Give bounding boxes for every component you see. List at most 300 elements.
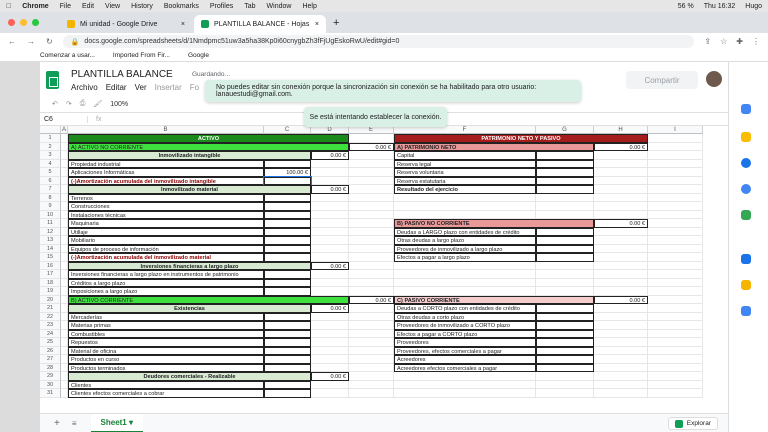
grid-cell[interactable] [648,228,703,237]
grid-cell[interactable] [594,160,648,169]
grid-cell[interactable] [61,160,68,169]
grid-cell[interactable] [594,236,648,245]
grid-cell[interactable] [648,287,703,296]
value-cell[interactable] [264,253,311,262]
row-header[interactable]: 9 [40,202,61,211]
grid-cell[interactable] [648,296,703,305]
row-header[interactable]: 17 [40,270,61,279]
tab-drive[interactable] [60,15,192,33]
grid-cell[interactable] [349,313,394,322]
value-cell[interactable] [264,211,311,220]
row-header[interactable]: 20 [40,296,61,305]
row-header[interactable]: 28 [40,364,61,373]
grid-cell[interactable] [394,194,536,203]
value-cell[interactable] [536,347,594,356]
pasivo-corriente-total[interactable]: 0.00 € [594,296,648,305]
grid-cell[interactable] [594,287,648,296]
grid-cell[interactable] [349,364,394,373]
bookmark-item[interactable]: Comenzar a usar... [40,52,95,59]
pasivo-c-item[interactable]: Otras deudas a corto plazo [394,313,536,322]
grid-cell[interactable] [594,253,648,262]
grid-cell[interactable] [648,168,703,177]
row-header[interactable]: 4 [40,160,61,169]
grid-cell[interactable] [61,364,68,373]
grid-cell[interactable] [594,262,648,271]
grid-cell[interactable] [311,211,349,220]
pasivo-no-corriente-total[interactable]: 0.00 € [594,219,648,228]
grid-cell[interactable] [349,321,394,330]
grid-cell[interactable] [394,270,536,279]
pasivo-nc-item[interactable]: Proveedores de inmovilizado a largo plazo [394,245,536,254]
grid-cell[interactable] [61,253,68,262]
grid-cell[interactable] [536,287,594,296]
grid-cell[interactable] [394,262,536,271]
grid-cell[interactable] [648,143,703,152]
grid-cell[interactable] [394,381,536,390]
grid-cell[interactable] [311,287,349,296]
grid-cell[interactable] [61,347,68,356]
grid-cell[interactable] [349,304,394,313]
grid-cell[interactable] [61,236,68,245]
grid-cell[interactable] [61,338,68,347]
grid-cell[interactable] [61,355,68,364]
grid-cell[interactable] [61,177,68,186]
deudores-item[interactable]: Clientes [68,381,264,390]
pasivo-c-item[interactable]: Proveedores [394,338,536,347]
patrimonio-neto-total[interactable]: 0.00 € [594,143,648,152]
row-header[interactable]: 1 [40,134,61,143]
grid-cell[interactable] [61,270,68,279]
battery-status[interactable]: 56 % [677,2,694,10]
grid-cell[interactable] [648,321,703,330]
existencias-total[interactable]: 0.00 € [311,304,349,313]
material-header[interactable]: Inmovilizado material [68,185,311,194]
grid-cell[interactable] [594,355,648,364]
pasivo-c-item[interactable]: Efectos a pagar a CORTO plazo [394,330,536,339]
grid-cell[interactable] [394,372,536,381]
existencias-item[interactable]: Material de oficina [68,347,264,356]
grid-cell[interactable] [594,177,648,186]
grid-cell[interactable] [311,202,349,211]
grid-cell[interactable] [536,381,594,390]
grid-cell[interactable] [349,177,394,186]
grid-cell[interactable] [349,338,394,347]
row-header[interactable]: 6 [40,177,61,186]
close-tab-icon[interactable]: × [314,20,319,28]
grid-cell[interactable] [311,236,349,245]
menu-help[interactable]: Help [297,2,312,10]
grid-cell[interactable] [594,279,648,288]
activo-corriente-label[interactable]: B) ACTIVO CORRIENTE [68,296,349,305]
material-item[interactable]: Mobiliario [68,236,264,245]
row-header[interactable]: 14 [40,245,61,254]
material-total[interactable]: 0.00 € [311,185,349,194]
grid-cell[interactable] [594,228,648,237]
row-header[interactable]: 27 [40,355,61,364]
intangible-item[interactable]: Aplicaciones Informáticas [68,168,264,177]
value-cell[interactable] [536,253,594,262]
grid-cell[interactable] [594,202,648,211]
pasivo-nc-item[interactable]: Otras deudas a largo plazo [394,236,536,245]
grid-cell[interactable] [648,372,703,381]
row-header[interactable]: 7 [40,185,61,194]
column-header[interactable]: F [394,126,536,134]
grid-cell[interactable] [594,364,648,373]
value-cell[interactable] [536,321,594,330]
back-icon[interactable]: ← [8,37,16,46]
grid-cell[interactable] [61,313,68,322]
grid-cell[interactable] [61,296,68,305]
grid-cell[interactable] [349,160,394,169]
value-cell[interactable] [264,321,311,330]
value-cell[interactable] [536,160,594,169]
grid-cell[interactable] [349,287,394,296]
grid-cell[interactable] [311,330,349,339]
name-box[interactable]: C6 [40,116,88,123]
grid-cell[interactable] [61,389,68,398]
activo-no-corriente-label[interactable]: A) ACTIVO NO CORRIENTE [68,143,349,152]
close-window-button[interactable] [8,19,15,26]
row-header[interactable]: 3 [40,151,61,160]
grid-cell[interactable] [311,347,349,356]
menu-profiles[interactable]: Profiles [204,2,228,10]
grid-cell[interactable] [648,347,703,356]
grid-cell[interactable] [349,219,394,228]
grid-cell[interactable] [311,355,349,364]
grid-cell[interactable] [648,134,703,143]
value-cell[interactable] [264,270,311,279]
grid-cell[interactable] [536,389,594,398]
pasivo-header[interactable]: PATRIMONIO NETO Y PASIVO [394,134,648,143]
row-header[interactable]: 25 [40,338,61,347]
zoom-window-button[interactable] [32,19,39,26]
grid-cell[interactable] [349,228,394,237]
row-header[interactable]: 19 [40,287,61,296]
row-header[interactable]: 26 [40,347,61,356]
app-name[interactable]: Chrome [17,2,44,10]
pasivo-c-item[interactable]: Proveedores, efectos comerciales a pagar [394,347,536,356]
value-cell[interactable] [536,245,594,254]
grid-cell[interactable] [648,262,703,271]
minimize-window-button[interactable] [20,19,27,26]
grid-cell[interactable] [349,236,394,245]
grid-cell[interactable] [536,262,594,271]
patrimonio-item[interactable]: Reserva voluntaria [394,168,536,177]
clock[interactable]: Thu 16:32 [703,2,736,10]
grid-cell[interactable] [648,211,703,220]
grid-cell[interactable] [594,330,648,339]
financial-header[interactable]: Inversiones financieras a largo plazo [68,262,311,271]
grid-cell[interactable] [61,168,68,177]
pasivo-c-item[interactable]: Proveedores de inmovilizado a CORTO plazo [394,321,536,330]
grid-cell[interactable] [648,253,703,262]
patrimonio-item[interactable]: Capital [394,151,536,160]
all-sheets-icon[interactable]: ≡ [71,418,77,428]
grid-cell[interactable] [349,279,394,288]
material-item[interactable]: Terrenos [68,194,264,203]
grid-cell[interactable] [648,381,703,390]
value-cell[interactable] [264,338,311,347]
activo-header[interactable]: ACTIVO [68,134,349,143]
grid-cell[interactable] [648,245,703,254]
zoom-select[interactable]: 100% [110,100,129,108]
grid-cell[interactable] [648,236,703,245]
grid-cell[interactable] [349,347,394,356]
spreadsheet-grid[interactable] [40,126,728,413]
maps-icon[interactable] [741,210,751,220]
grid-cell[interactable] [311,160,349,169]
menu-bookmarks[interactable]: Bookmarks [158,2,194,10]
value-cell[interactable] [264,313,311,322]
grid-cell[interactable] [648,355,703,364]
grid-cell[interactable] [311,245,349,254]
bookmark-item[interactable]: Imported From Fir... [112,52,170,59]
column-header[interactable]: I [648,126,703,134]
grid-cell[interactable] [311,194,349,203]
existencias-item[interactable]: Materias primas [68,321,264,330]
grid-cell[interactable] [536,202,594,211]
tab-sheets[interactable] [194,15,326,33]
grid-cell[interactable] [61,287,68,296]
grid-cell[interactable] [311,338,349,347]
grid-cell[interactable] [61,219,68,228]
material-item[interactable]: Utillaje [68,228,264,237]
menu-view[interactable]: View [99,2,115,10]
menu-tab[interactable]: Tab [238,2,251,10]
explore-button[interactable] [668,417,718,430]
grid-cell[interactable] [61,381,68,390]
row-header[interactable]: 5 [40,168,61,177]
grid-cell[interactable] [349,168,394,177]
grid-cell[interactable] [61,211,68,220]
doc-title[interactable]: PLANTILLA BALANCE [71,69,173,80]
material-item[interactable]: Construcciones [68,202,264,211]
grid-cell[interactable] [648,177,703,186]
user-name[interactable]: Hugo [745,2,762,10]
menu-ver[interactable]: Ver [134,83,147,92]
grid-cell[interactable] [311,321,349,330]
grid-cell[interactable] [648,202,703,211]
sheet-tab[interactable]: Sheet1 ▾ [91,414,143,432]
grid-cell[interactable] [536,270,594,279]
grid-cell[interactable] [311,219,349,228]
grid-cell[interactable] [311,253,349,262]
pasivo-nc-item[interactable]: Efectos a pagar a largo plazo [394,253,536,262]
value-cell[interactable] [264,287,311,296]
grid-cell[interactable] [648,338,703,347]
grid-cell[interactable] [594,338,648,347]
value-cell[interactable] [536,313,594,322]
column-header[interactable]: D [311,126,349,134]
grid-cell[interactable] [594,304,648,313]
value-cell[interactable] [536,185,594,194]
grid-cell[interactable] [349,245,394,254]
grid-cell[interactable] [61,279,68,288]
keep-icon[interactable] [741,132,751,142]
grid-cell[interactable] [311,381,349,390]
value-cell[interactable] [536,177,594,186]
value-cell[interactable] [264,330,311,339]
existencias-item[interactable]: Productos en curso [68,355,264,364]
column-header[interactable]: E [349,126,394,134]
value-cell[interactable] [264,202,311,211]
column-header[interactable]: H [594,126,648,134]
bookmark-star-icon[interactable]: ☆ [720,37,728,46]
grid-cell[interactable] [648,304,703,313]
grid-cell[interactable] [594,185,648,194]
grid-cell[interactable] [394,389,536,398]
value-cell[interactable] [264,355,311,364]
grid-cell[interactable] [648,389,703,398]
grid-cell[interactable] [648,185,703,194]
reload-icon[interactable]: ↻ [46,37,53,46]
avatar[interactable] [706,71,722,87]
grid-cell[interactable] [394,279,536,288]
grid-cell[interactable] [349,134,394,143]
tasks-icon[interactable] [741,158,751,168]
print-icon[interactable]: ⎙ [79,100,86,107]
value-cell[interactable] [264,228,311,237]
pasivo-c-item[interactable]: Acreedores [394,355,536,364]
financial-item[interactable]: Imposiciones a largo plazo [68,287,264,296]
menu-file[interactable]: File [54,2,66,10]
patrimonio-item[interactable]: Reserva estatutaria [394,177,536,186]
addon-icon[interactable] [741,280,751,290]
existencias-item[interactable]: Combustibles [68,330,264,339]
grid-cell[interactable] [594,321,648,330]
pasivo-nc-item[interactable]: Deudas a LARGO plazo con entidades de crédito [394,228,536,237]
value-cell[interactable] [536,151,594,160]
value-cell[interactable] [264,160,311,169]
existencias-header[interactable]: Existencias [68,304,311,313]
new-tab-button[interactable]: + [333,17,340,29]
row-header[interactable]: 22 [40,313,61,322]
deudores-header[interactable]: Deudores comerciales - Realizable [68,372,311,381]
grid-cell[interactable] [61,330,68,339]
grid-cell[interactable] [349,185,394,194]
value-cell[interactable] [264,347,311,356]
column-header[interactable]: G [536,126,594,134]
grid-cell[interactable] [61,304,68,313]
grid-cell[interactable] [61,185,68,194]
grid-cell[interactable] [536,211,594,220]
grid-cell[interactable] [394,202,536,211]
more-icon[interactable]: ⋮ [752,37,760,46]
intangible-total[interactable]: 0.00 € [311,151,349,160]
grid-cell[interactable] [594,347,648,356]
row-header[interactable]: 18 [40,279,61,288]
undo-icon[interactable]: ↶ [52,101,58,108]
extensions-icon[interactable]: ✚ [736,37,743,46]
row-header[interactable]: 11 [40,219,61,228]
grid-cell[interactable] [61,194,68,203]
column-header[interactable]: B [68,126,264,134]
grid-cell[interactable] [61,262,68,271]
financial-item[interactable]: Créditos a largo plazo [68,279,264,288]
grid-cell[interactable] [648,313,703,322]
grid-cell[interactable] [648,219,703,228]
intangible-item[interactable]: (-)Amortización acumulada del inmovilizado intangible [68,177,264,186]
column-header[interactable]: C [264,126,311,134]
patrimonio-item[interactable]: Resultado del ejercicio [394,185,536,194]
grid-cell[interactable] [536,194,594,203]
grid-cell[interactable] [594,245,648,254]
menu-insertar[interactable]: Insertar [154,83,182,92]
material-item[interactable]: (-)Amortización acumulada del inmovilizado material [68,253,264,262]
material-item[interactable]: Equipos de proceso de información [68,245,264,254]
paint-format-icon[interactable]: 🖌 [93,101,103,108]
grid-cell[interactable] [349,270,394,279]
value-cell[interactable] [536,304,594,313]
row-header[interactable]: 15 [40,253,61,262]
row-header[interactable]: 21 [40,304,61,313]
value-cell[interactable] [536,168,594,177]
grid-cell[interactable] [349,262,394,271]
deudores-item[interactable]: Clientes efectos comerciales a cobrar [68,389,264,398]
row-header[interactable]: 16 [40,262,61,271]
value-cell[interactable] [264,219,311,228]
grid-cell[interactable] [61,321,68,330]
grid-cell[interactable] [311,270,349,279]
patrimonio-neto-label[interactable]: A) PATRIMONIO NETO [394,143,594,152]
grid-cell[interactable] [61,372,68,381]
value-cell[interactable] [536,364,594,373]
grid-cell[interactable] [648,330,703,339]
material-item[interactable]: Instalaciones técnicas [68,211,264,220]
grid-cell[interactable] [594,194,648,203]
redo-icon[interactable]: ↷ [65,101,72,108]
activo-no-corriente-total[interactable]: 0.00 € [349,143,394,152]
grid-cell[interactable] [61,151,68,160]
intangible-header[interactable]: Inmovilizado intangible [68,151,311,160]
grid-cell[interactable] [648,270,703,279]
selected-cell-c6[interactable] [264,177,311,186]
menu-editar[interactable]: Editar [105,83,127,92]
value-cell[interactable] [264,364,311,373]
menu-formato[interactable]: Fo [189,83,200,92]
column-header[interactable]: A [61,127,66,133]
grid-cell[interactable] [349,194,394,203]
row-header[interactable]: 29 [40,372,61,381]
row-header[interactable]: 2 [40,143,61,152]
grid-cell[interactable] [311,168,349,177]
grid-cell[interactable] [61,202,68,211]
grid-cell[interactable] [349,211,394,220]
row-header[interactable]: 23 [40,321,61,330]
pasivo-no-corriente-label[interactable]: B) PASIVO NO CORRIENTE [394,219,594,228]
row-header[interactable]: 30 [40,381,61,390]
value-cell[interactable] [264,381,311,390]
grid-cell[interactable] [349,381,394,390]
value-cell[interactable] [536,236,594,245]
financial-total[interactable]: 0.00 € [311,262,349,271]
row-header[interactable]: 31 [40,389,61,398]
pasivo-c-item[interactable]: Acreedores efectos comerciales a pagar [394,364,536,373]
grid-corner[interactable] [40,126,61,134]
grid-cell[interactable] [648,160,703,169]
value-cell[interactable] [264,194,311,203]
value-cell[interactable] [264,279,311,288]
aplicaciones-value[interactable]: 100.00 € [264,168,311,177]
value-cell[interactable] [264,236,311,245]
row-header[interactable]: 13 [40,236,61,245]
menu-history[interactable]: History [125,2,148,10]
grid-cell[interactable] [648,194,703,203]
pasivo-corriente-label[interactable]: C) PASIVO CORRIENTE [394,296,594,305]
close-tab-icon[interactable]: × [180,20,185,28]
share-page-icon[interactable]: ⇪ [704,37,712,46]
activo-corriente-total[interactable]: 0.00 € [349,296,394,305]
